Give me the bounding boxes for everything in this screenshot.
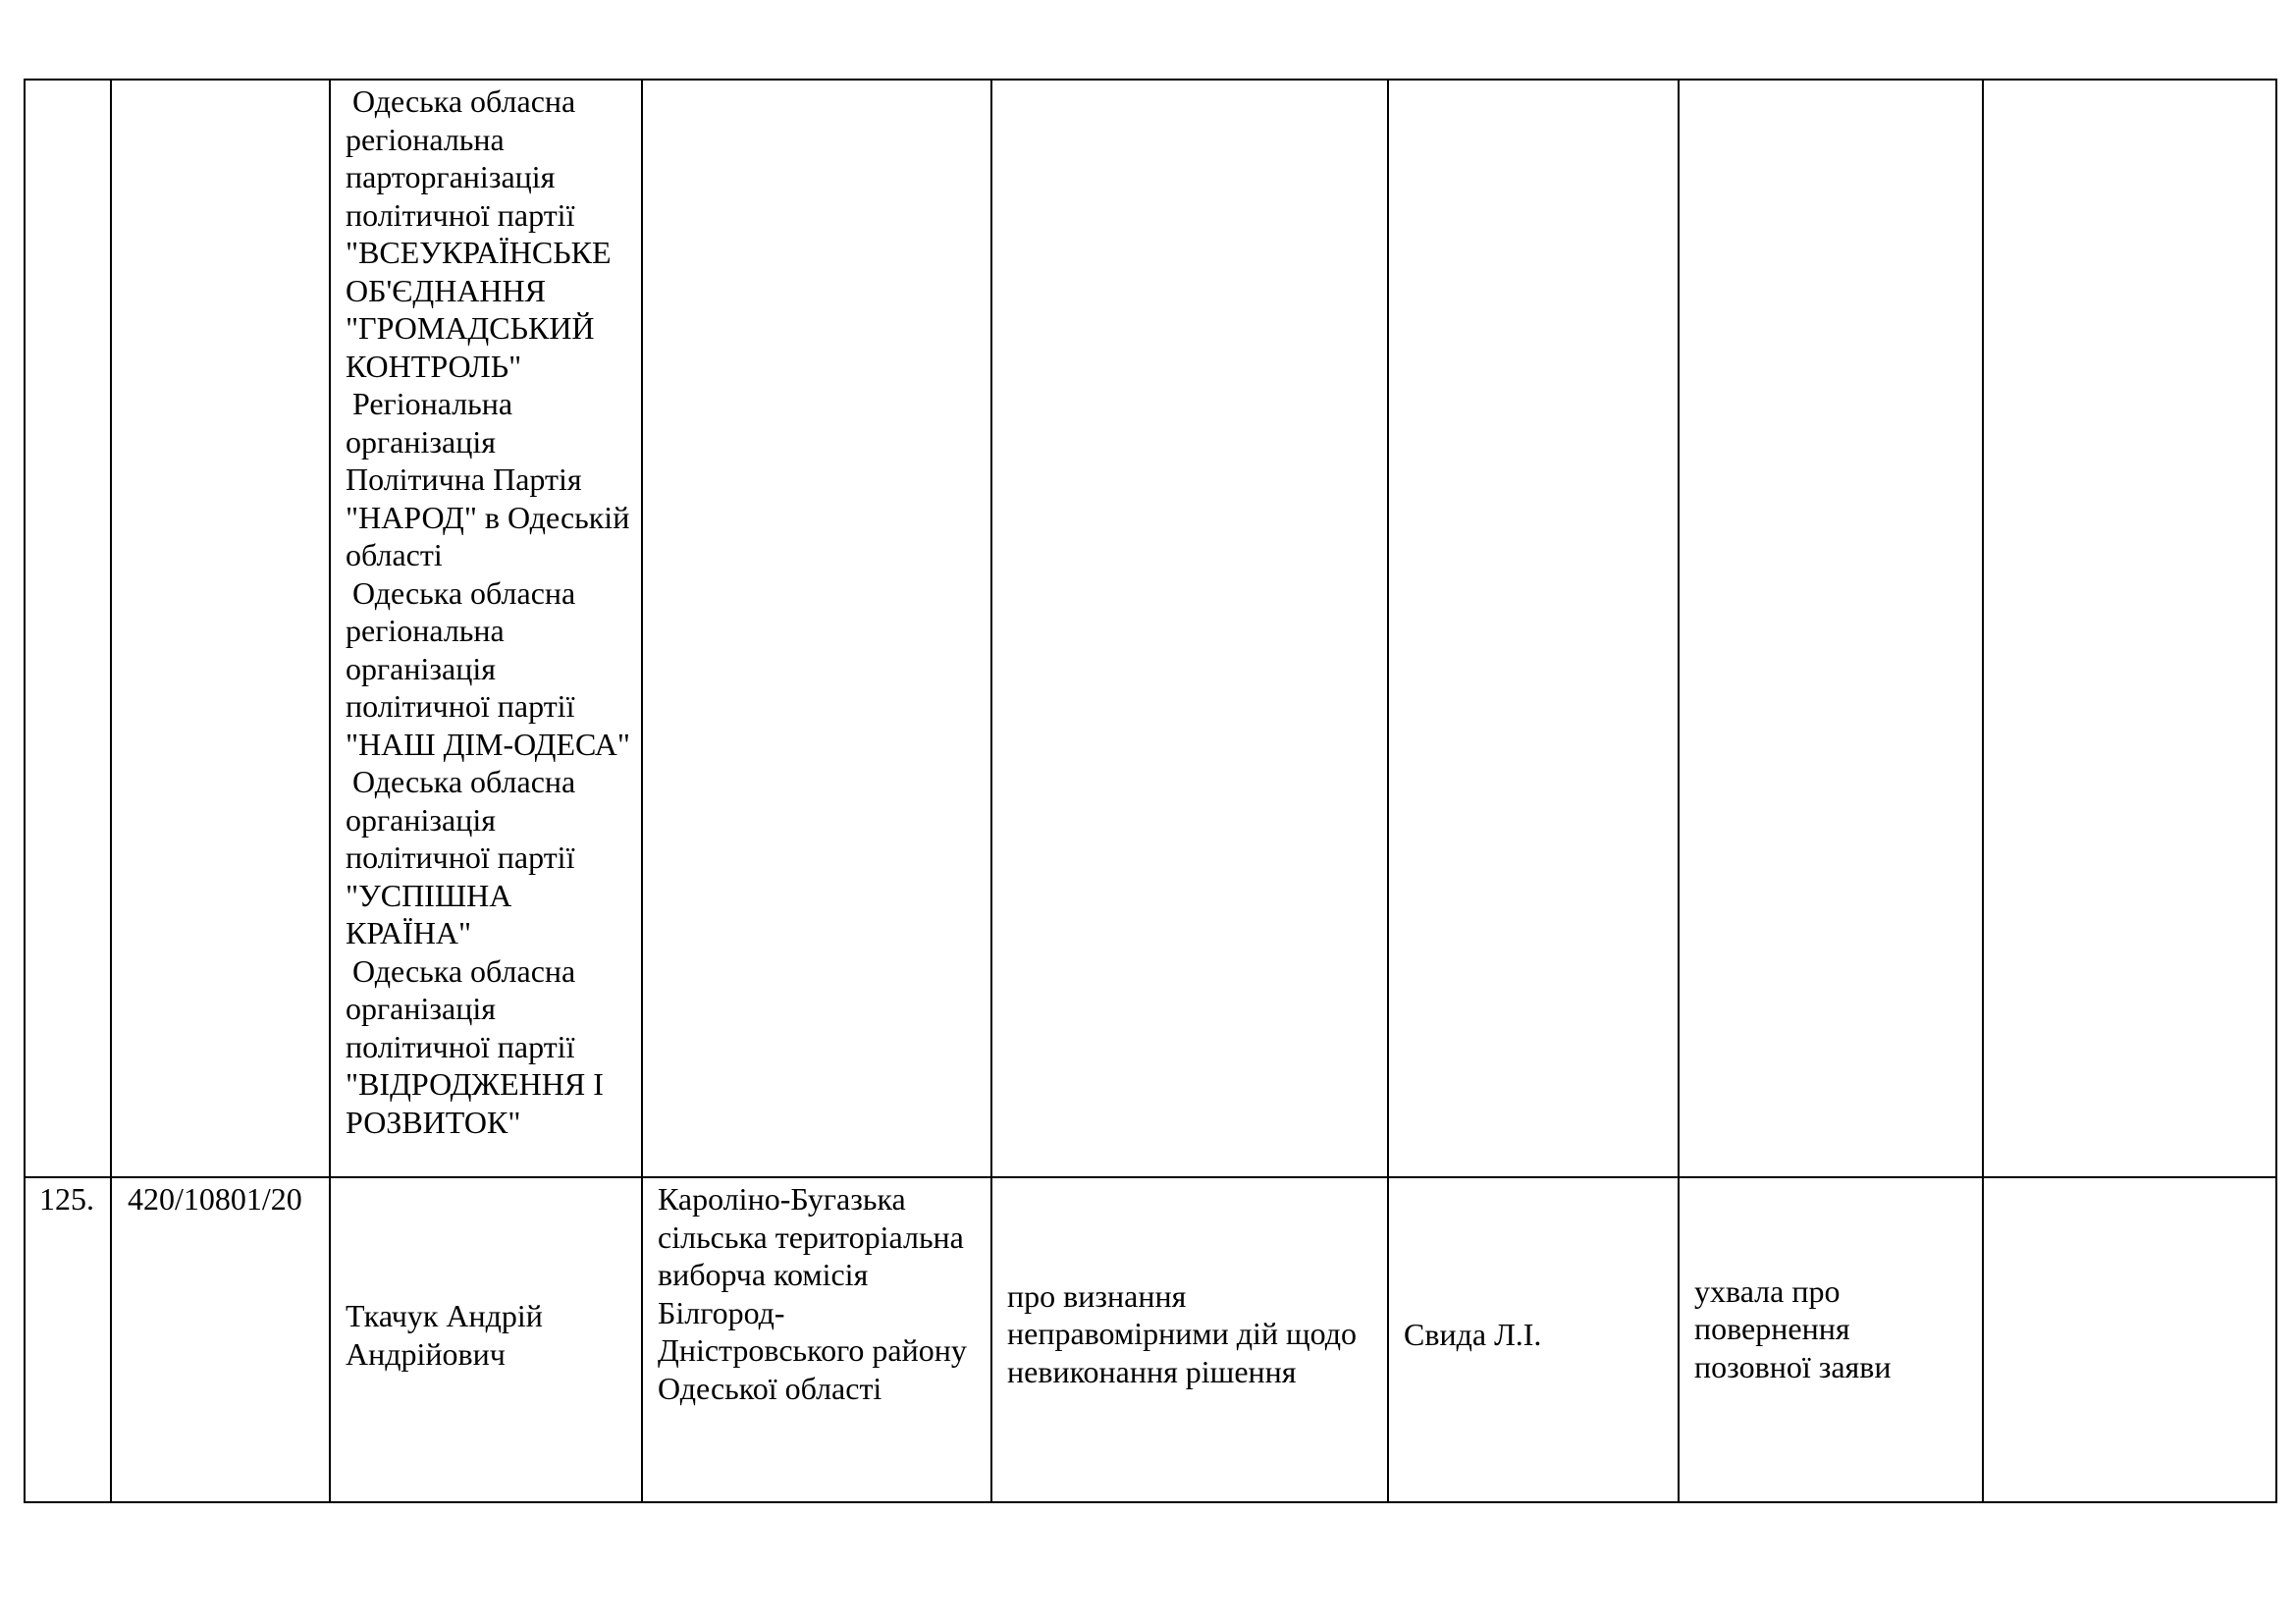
cell-number-empty bbox=[25, 80, 111, 1177]
party-entry: Одеська обласна регіональна організація політичної партії "НАШ ДІМ-ОДЕСА" bbox=[346, 574, 630, 762]
cell-judge-empty bbox=[1388, 80, 1679, 1177]
court-cases-table bbox=[24, 79, 2277, 1503]
cell-notes bbox=[1983, 1177, 2276, 1502]
cell-defendants-list bbox=[330, 80, 642, 1177]
table-row-continued bbox=[25, 80, 2276, 1177]
party-entry: Одеська обласна регіональна парторганізація політичної партії "ВСЕУКРАЇНСЬКЕ ОБ'ЄДНАННЯ "ГРОМАДСЬКИЙ КОНТРОЛЬ" bbox=[346, 83, 612, 384]
cell-decision: ухвала про повернення позовної заяви bbox=[1679, 1177, 1983, 1502]
cell-case-id-empty bbox=[111, 80, 330, 1177]
party-entry: Регіональна організація Політична Партія "НАРОД" в Одеській області bbox=[346, 386, 630, 572]
cell-subject-empty bbox=[991, 80, 1388, 1177]
table-row-case bbox=[25, 1177, 2276, 1502]
cell-subject: про визнання неправомірними дій щодо невиконання рішення bbox=[991, 1177, 1388, 1502]
party-entry: Одеська обласна організація політичної партії "ВІДРОДЖЕННЯ І РОЗВИТОК" bbox=[346, 952, 604, 1140]
cell-respondent-empty bbox=[642, 80, 991, 1177]
cell-plaintiff: Ткачук Андрій Андрійович bbox=[330, 1177, 642, 1502]
cell-decision-empty bbox=[1679, 80, 1983, 1177]
cell-respondent: Кароліно-Бугазька сільська територіальна виборча комісія Білгород-Дністровського району Одеської області bbox=[642, 1177, 991, 1502]
cell-notes-empty bbox=[1983, 80, 2276, 1177]
cell-judge: Свида Л.І. bbox=[1388, 1177, 1679, 1502]
cell-case-id: 420/10801/20 bbox=[111, 1177, 330, 1502]
cell-number: 125. bbox=[25, 1177, 111, 1502]
party-entry: Одеська обласна організація політичної партії "УСПІШНА КРАЇНА" bbox=[346, 764, 576, 950]
